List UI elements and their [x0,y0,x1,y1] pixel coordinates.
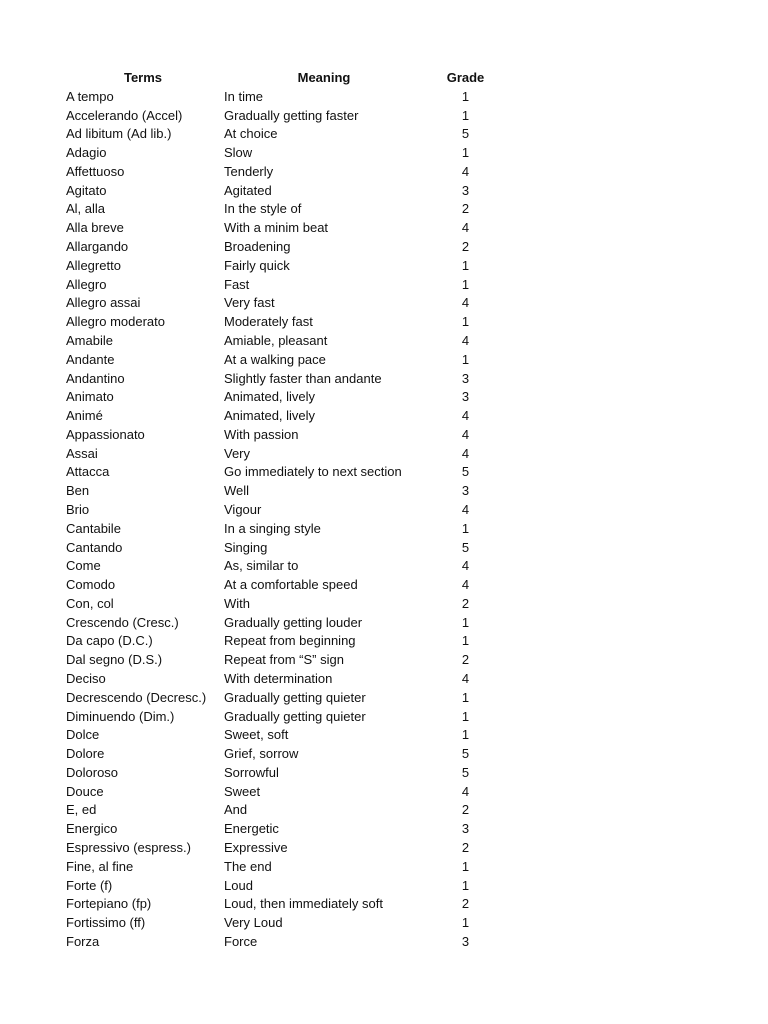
table-row [66,877,485,896]
table-row [66,539,485,558]
term-cell: Forza [66,933,100,949]
grade-cell: 1 [461,520,470,536]
table-row [66,313,485,332]
table-row [66,745,485,764]
grade-cell: 3 [461,182,470,198]
table-row [66,463,485,482]
term-cell: Attacca [66,464,110,480]
term-cell: Dolore [66,746,105,762]
meaning-cell: Well [224,483,250,499]
table-row [66,482,485,501]
table-row [66,182,485,201]
grade-cell: 4 [461,445,470,461]
meaning-cell: Repeat from beginning [224,633,356,649]
term-cell: Fortepiano (fp) [66,896,152,912]
grade-cell: 1 [461,858,470,874]
table-row [66,783,485,802]
grade-cell: 2 [461,239,470,255]
grade-cell: 4 [461,295,470,311]
music-terms-table [66,69,485,952]
table-row [66,407,485,426]
meaning-cell: With passion [224,426,299,442]
meaning-cell: Fairly quick [224,257,290,273]
meaning-cell: Vigour [224,501,262,517]
grade-cell: 4 [461,558,470,574]
meaning-cell: Tenderly [224,163,274,179]
table-row [66,107,485,126]
meaning-cell: Slow [224,145,253,161]
meaning-cell: Fast [224,276,250,292]
grade-cell: 1 [461,614,470,630]
meaning-cell: Moderately fast [224,314,313,330]
table-header [66,69,485,88]
grade-cell: 2 [461,840,470,856]
grade-cell: 4 [461,577,470,593]
term-cell: Allegro moderato [66,314,165,330]
meaning-cell: Expressive [224,840,288,856]
term-cell: Animé [66,408,103,424]
term-cell: Fine, al fine [66,858,134,874]
table-row [66,557,485,576]
table-row [66,219,485,238]
table-row [66,858,485,877]
meaning-cell: Very Loud [224,915,283,931]
term-cell: Cantando [66,539,123,555]
table-row [66,257,485,276]
table-row [66,820,485,839]
grade-cell: 2 [461,595,470,611]
grade-cell: 1 [461,351,470,367]
meaning-cell: With a minim beat [224,220,329,236]
term-cell: Animato [66,389,114,405]
meaning-cell: Gradually getting quieter [224,708,366,724]
table-row [66,163,485,182]
grade-cell: 4 [461,332,470,348]
grade-cell: 2 [461,802,470,818]
meaning-cell: Very fast [224,295,275,311]
term-cell: Al, alla [66,201,106,217]
grade-cell: 4 [461,783,470,799]
term-cell: Energico [66,821,118,837]
header-grade: Grade [446,70,485,85]
meaning-cell: Slightly faster than andante [224,370,382,386]
meaning-cell: Gradually getting faster [224,107,359,123]
grade-cell: 5 [461,126,470,142]
grade-cell: 1 [461,708,470,724]
meaning-cell: Sorrowful [224,764,279,780]
table-row [66,294,485,313]
meaning-cell: At a walking pace [224,351,326,367]
term-cell: Doloroso [66,764,119,780]
grade-cell: 4 [461,408,470,424]
meaning-cell: Loud, then immediately soft [224,896,383,912]
table-row [66,332,485,351]
meaning-cell: In the style of [224,201,302,217]
meaning-cell: At a comfortable speed [224,577,358,593]
grade-cell: 1 [461,276,470,292]
meaning-cell: Broadening [224,239,291,255]
meaning-cell: Energetic [224,821,279,837]
meaning-cell: As, similar to [224,558,299,574]
meaning-cell: With determination [224,671,333,686]
header-meaning: Meaning [297,70,351,85]
meaning-cell: Repeat from “S” sign [224,652,344,668]
grade-cell: 4 [461,163,470,179]
term-cell: Allegro assai [66,295,141,311]
meaning-cell: Grief, sorrow [224,746,299,762]
table-row [66,726,485,745]
grade-cell: 3 [461,389,470,405]
term-cell: Assai [66,445,98,461]
grade-cell: 1 [461,877,470,893]
term-cell: Douce [66,783,104,799]
term-cell: Affettuoso [66,163,125,179]
table-row [66,632,485,651]
meaning-cell: Sweet [224,783,261,799]
meaning-cell: Force [224,933,258,949]
term-cell: Allegretto [66,257,121,273]
grade-cell: 3 [461,933,470,949]
table-row [66,445,485,464]
table-row [66,200,485,219]
term-cell: Diminuendo (Dim.) [66,708,175,724]
term-cell: A tempo [66,88,114,104]
grade-cell: 3 [461,821,470,837]
table-row [66,933,485,952]
table-row [66,914,485,933]
meaning-cell: Agitated [224,182,272,198]
table-row [66,351,485,370]
meaning-cell: Go immediately to next section [224,464,402,480]
table-row [66,614,485,633]
grade-cell: 1 [461,633,470,649]
term-cell: Alla breve [66,220,124,236]
grade-cell: 4 [461,501,470,517]
table-row [66,651,485,670]
table-row [66,576,485,595]
table-row [66,88,485,107]
term-cell: Forte (f) [66,877,113,893]
meaning-cell: Very [224,445,251,461]
meaning-cell: Loud [224,877,253,893]
meaning-cell: With [224,595,250,611]
grade-cell: 2 [461,896,470,912]
grade-cell: 1 [461,145,470,161]
table-row [66,388,485,407]
meaning-cell: And [224,802,248,818]
header-row [66,69,485,88]
grade-cell: 5 [461,764,470,780]
table-row [66,689,485,708]
grade-cell: 1 [461,314,470,330]
term-cell: Adagio [66,145,107,161]
grade-cell: 1 [461,915,470,931]
grade-cell: 2 [461,652,470,668]
table-row [66,144,485,163]
term-cell: Con, col [66,595,114,611]
term-cell: Espressivo (espress.) [66,840,191,856]
table-row [66,670,485,689]
meaning-cell: Animated, lively [224,408,316,424]
term-cell: Da capo (D.C.) [66,633,153,649]
table-row [66,370,485,389]
meaning-cell: Amiable, pleasant [224,332,328,348]
header-terms: Terms [123,70,163,85]
term-cell: Appassionato [66,426,145,442]
term-cell: E, ed [66,802,97,818]
term-cell: Cantabile [66,520,121,536]
term-cell: Dal segno (D.S.) [66,652,163,668]
table-row [66,276,485,295]
table-row [66,839,485,858]
grade-cell: 1 [461,257,470,273]
table-row [66,708,485,727]
meaning-cell: At choice [224,126,278,142]
table-row [66,764,485,783]
term-cell: Ben [66,483,90,499]
term-cell: Ad libitum (Ad lib.) [66,126,172,142]
term-cell: Come [66,558,101,574]
grade-cell: 1 [461,689,470,705]
meaning-cell: In a singing style [224,520,321,536]
meaning-cell: Animated, lively [224,389,316,405]
meaning-cell: Sweet, soft [224,727,289,743]
term-cell: Comodo [66,577,116,593]
table-row [66,238,485,257]
table-row [66,125,485,144]
grade-cell: 5 [461,464,470,480]
grade-cell: 2 [461,201,470,217]
meaning-cell: Singing [224,539,268,555]
grade-cell: 4 [461,220,470,236]
term-cell: Andante [66,351,115,367]
term-cell: Fortissimo (ff) [66,915,146,931]
grade-cell: 5 [461,539,470,555]
term-cell: Andantino [66,370,125,386]
meaning-cell: The end [224,858,272,874]
grade-cell: 1 [461,727,470,743]
grade-cell: 4 [461,426,470,442]
meaning-cell: Gradually getting quieter [224,689,366,705]
term-cell: Crescendo (Cresc.) [66,614,179,630]
term-cell: Agitato [66,182,107,198]
term-cell: Brio [66,501,90,517]
term-cell: Allargando [66,239,129,255]
term-cell: Amabile [66,332,113,348]
table-row [66,801,485,820]
table-row [66,426,485,445]
grade-cell: 4 [461,671,470,686]
meaning-cell: In time [224,88,264,104]
term-cell: Decrescendo (Decresc.) [66,689,207,705]
term-cell: Deciso [66,671,106,686]
grade-cell: 3 [461,370,470,386]
table-row [66,501,485,520]
grade-cell: 1 [461,107,470,123]
meaning-cell: Gradually getting louder [224,614,363,630]
grade-cell: 5 [461,746,470,762]
grade-cell: 3 [461,483,470,499]
term-cell: Dolce [66,727,100,743]
table-body [66,88,485,952]
table-row [66,595,485,614]
grade-cell: 1 [461,88,470,104]
term-cell: Allegro [66,276,107,292]
table-row [66,895,485,914]
table-row [66,520,485,539]
term-cell: Accelerando (Accel) [66,107,183,123]
